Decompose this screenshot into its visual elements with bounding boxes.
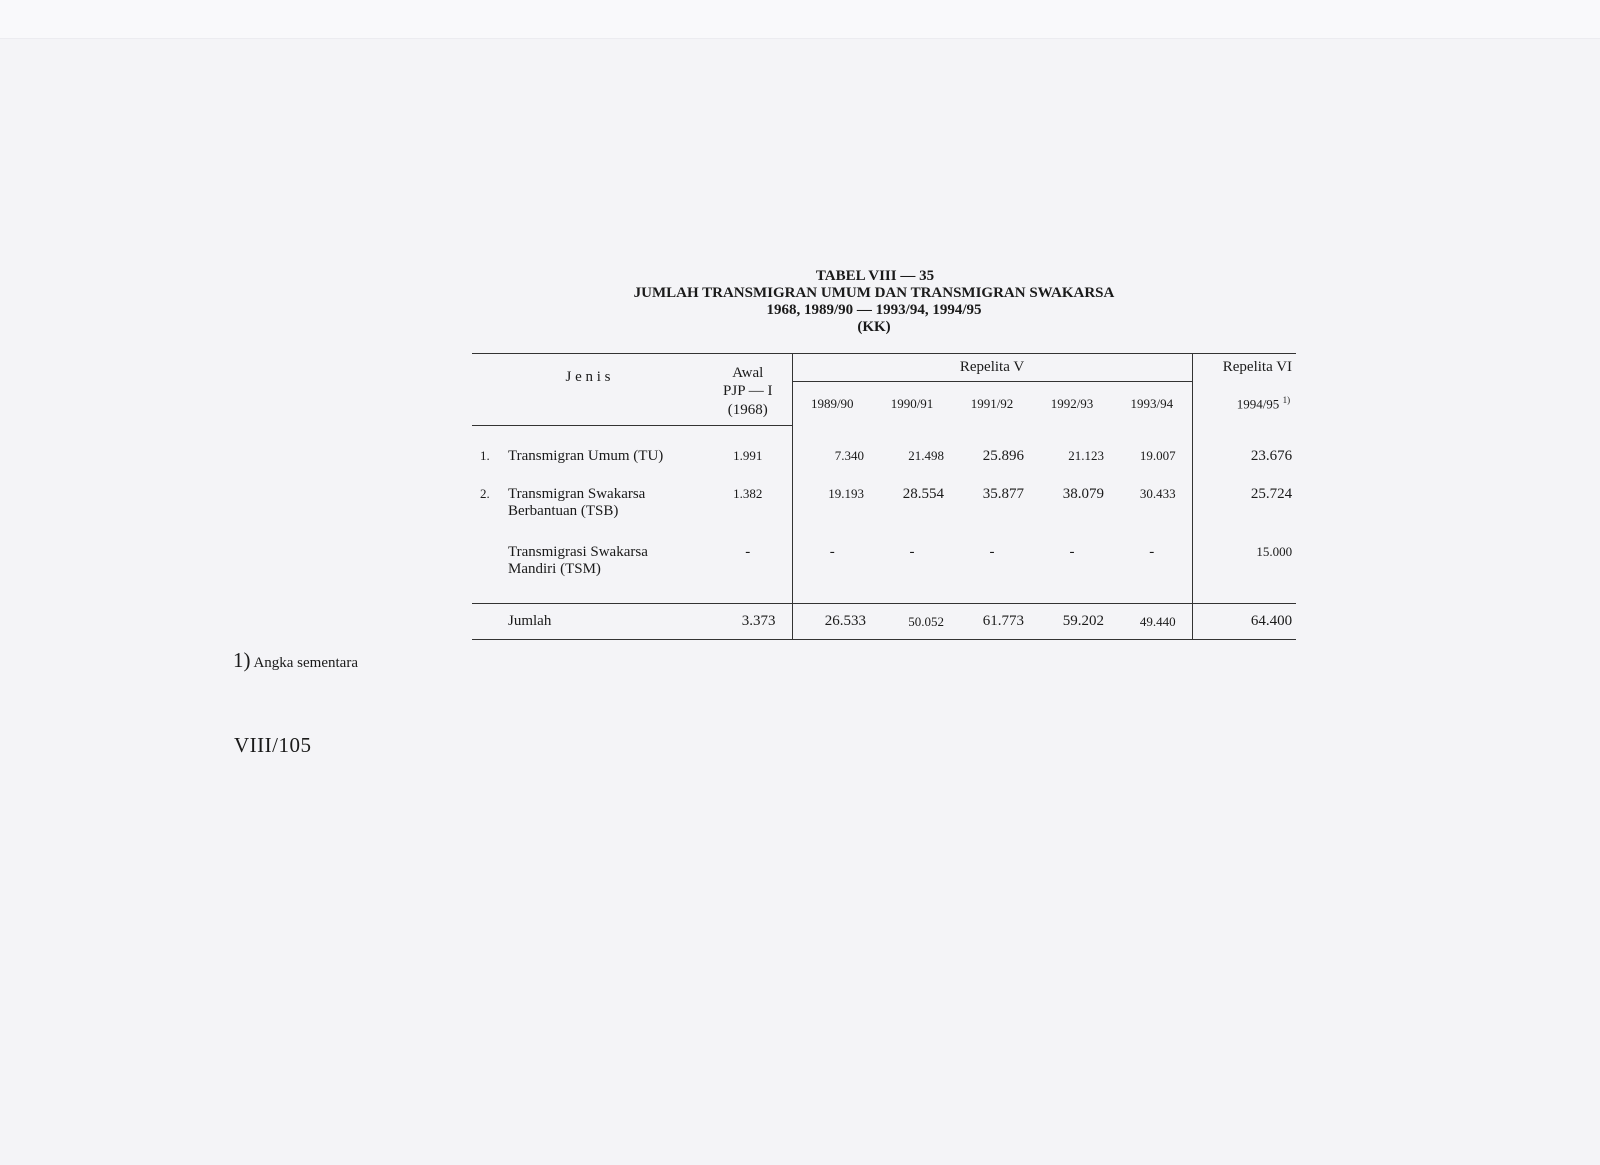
header-repelita-6: Repelita VI	[1192, 354, 1296, 382]
header-jenis-spacer	[472, 402, 704, 426]
row-3-name	[508, 544, 704, 604]
table-title	[0, 268, 1600, 336]
total-v5: 49.440	[1112, 604, 1192, 640]
row-2-name-line-1: Transmigran Swakarsa	[508, 485, 646, 502]
title-line-4: (KK)	[857, 319, 891, 335]
header-year-3: 1991/92	[970, 395, 1014, 411]
row-2-name	[508, 486, 704, 544]
row-3-no	[472, 544, 508, 604]
header-year-6	[1192, 382, 1296, 426]
header-awal-2: PJP — I	[704, 382, 792, 402]
row-2-rep6: 25.724	[1250, 485, 1293, 502]
table-row	[472, 486, 1296, 544]
footnote-text: Angka sementara	[253, 655, 358, 671]
row-1-rep6: 23.676	[1250, 447, 1293, 464]
footnote-number: 1)	[233, 648, 251, 672]
header-jenis-label: J e n i s	[565, 369, 611, 386]
total-awal: 3.373	[704, 604, 792, 640]
row-2-v4: 38.079	[1062, 485, 1104, 502]
spacer-row	[472, 426, 1296, 448]
total-v2: 50.052	[872, 604, 952, 640]
row-3-name-line-1: Transmigrasi Swakarsa	[508, 543, 648, 560]
header-year-4: 1992/93	[1050, 395, 1094, 411]
title-line-1: TABEL VIII — 35	[815, 268, 935, 284]
row-1-no: 1.	[480, 447, 490, 463]
header-awal-1: Awal	[704, 354, 792, 382]
total-label: Jumlah	[508, 604, 704, 640]
transmigration-table	[472, 353, 1296, 640]
total-no	[472, 604, 508, 640]
header-year-6-label: 1994/95	[1236, 396, 1280, 412]
footnote	[233, 648, 358, 673]
header-year-2: 1990/91	[890, 395, 934, 411]
row-2-v2: 28.554	[902, 485, 944, 502]
table-row	[472, 448, 1296, 486]
table-row	[472, 544, 1296, 604]
page-number: VIII/105	[234, 733, 312, 757]
row-1-v3: 25.896	[982, 447, 1024, 464]
row-2-v1: 19.193	[828, 485, 864, 501]
row-3-v5: -	[1112, 544, 1192, 604]
total-v4: 59.202	[1032, 604, 1112, 640]
row-3-v1: -	[829, 543, 835, 560]
header-year-6-note: 1)	[1282, 394, 1291, 405]
header-repelita-5: Repelita V	[792, 354, 1192, 382]
row-1-v5: 19.007	[1112, 448, 1192, 486]
row-3-awal: -	[704, 544, 792, 604]
row-2-no: 2.	[480, 485, 490, 501]
total-row	[472, 604, 1296, 640]
row-3-v4: -	[1069, 543, 1075, 560]
row-3-rep6: 15.000	[1256, 543, 1293, 559]
header-jenis	[472, 354, 704, 402]
row-2-name-line-2: Berbantuan (TSB)	[508, 502, 619, 519]
row-2-v5: 30.433	[1112, 486, 1192, 544]
row-2-v3: 35.877	[982, 485, 1024, 502]
row-3-v3: -	[989, 543, 995, 560]
header-year-1: 1989/90	[810, 395, 854, 411]
header-row-1	[472, 354, 1296, 382]
row-3-name-line-2: Mandiri (TSM)	[508, 560, 601, 577]
row-1-v2: 21.498	[908, 447, 944, 463]
total-v1: 26.533	[792, 604, 872, 640]
total-rep6: 64.400	[1192, 604, 1296, 640]
row-1-v4: 21.123	[1068, 447, 1104, 463]
row-3-v2: -	[909, 543, 915, 560]
row-1-v1: 7.340	[834, 447, 864, 463]
page-top-edge	[0, 0, 1600, 39]
title-line-3: 1968, 1989/90 — 1993/94, 1994/95	[766, 302, 982, 318]
row-1-name: Transmigran Umum (TU)	[508, 447, 664, 464]
row-1-awal: 1.991	[704, 448, 792, 486]
header-awal-3: (1968)	[704, 402, 792, 426]
title-line-2: JUMLAH TRANSMIGRAN UMUM DAN TRANSMIGRAN SWAKARSA	[633, 285, 1115, 301]
row-2-awal: 1.382	[704, 486, 792, 544]
total-v3: 61.773	[952, 604, 1032, 640]
header-year-5: 1993/94	[1112, 382, 1192, 426]
